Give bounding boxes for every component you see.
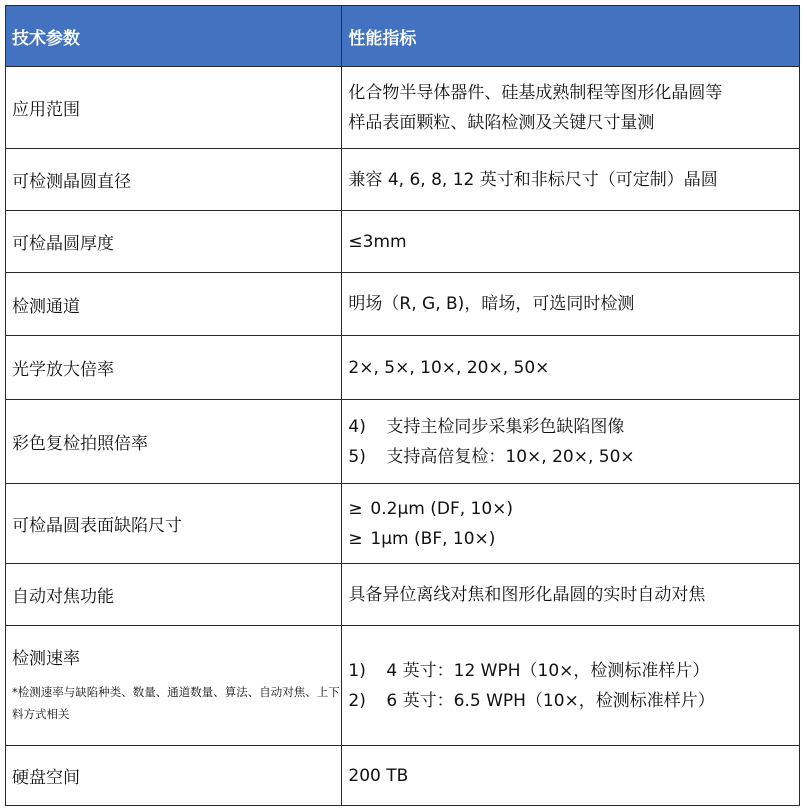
value-wafer-diameter: 兼容 4, 6, 8, 12 英寸和非标尺寸（可定制）晶圆 (342, 149, 800, 211)
item-number: 1) (348, 660, 366, 681)
value-disk-space: 200 TB (342, 746, 800, 806)
item-text: 支持主检同步采集彩色缺陷图像 (386, 416, 625, 437)
param-optical-magnification: 光学放大倍率 (6, 336, 342, 400)
list-item (348, 656, 799, 686)
table-row (6, 149, 800, 211)
table-row (6, 273, 800, 336)
value-wafer-thickness: ≤3mm (342, 211, 800, 273)
header-param: 技术参数 (6, 6, 342, 67)
table-row (6, 400, 800, 484)
item-text: 6 英寸：6.5 WPH（10×，检测标准样片） (386, 690, 715, 711)
param-detection-channel: 检测通道 (6, 273, 342, 336)
item-number: 5) (348, 446, 366, 467)
param-detection-rate (6, 626, 342, 746)
item-text: 1μm (BF, 10×) (370, 528, 496, 549)
value-autofocus: 具备异位离线对焦和图形化晶圆的实时自动对焦 (342, 564, 800, 626)
header-value: 性能指标 (342, 6, 800, 67)
item-text: 0.2μm (DF, 10×) (370, 498, 514, 519)
item-number: 4) (348, 416, 366, 437)
value-color-review-magnification (342, 400, 800, 484)
value-detection-rate (342, 626, 800, 746)
value-detection-channel: 明场（R, G, B)，暗场，可选同时检测 (342, 273, 800, 336)
param-wafer-thickness: 可检晶圆厚度 (6, 211, 342, 273)
param-defect-size: 可检晶圆表面缺陷尺寸 (6, 484, 342, 564)
table-row (6, 336, 800, 400)
param-detection-rate-label: 检测速率 (12, 648, 80, 669)
table-row (6, 626, 800, 746)
item-text: 支持高倍复检：10×, 20×, 50× (386, 446, 635, 467)
param-wafer-diameter: 可检测晶圆直径 (6, 149, 342, 211)
table-row (6, 746, 800, 806)
table-row (6, 564, 800, 626)
item-number: 2) (348, 690, 366, 711)
param-color-review-magnification: 彩色复检拍照倍率 (6, 400, 342, 484)
ge-symbol: ≥ (348, 498, 363, 519)
table-row (6, 484, 800, 564)
list-item (348, 442, 799, 472)
ge-symbol: ≥ (348, 528, 363, 549)
list-item (348, 494, 799, 524)
list-item (348, 686, 799, 716)
value-application-scope (342, 67, 800, 149)
list-item (348, 412, 799, 442)
value-defect-size (342, 484, 800, 564)
value-line: 样品表面颗粒、缺陷检测及关键尺寸量测 (348, 112, 655, 133)
item-text: 4 英寸：12 WPH（10×，检测标准样片） (386, 660, 710, 681)
spec-table (5, 5, 800, 806)
param-disk-space: 硬盘空间 (6, 746, 342, 806)
param-application-scope: 应用范围 (6, 67, 342, 149)
value-optical-magnification: 2×, 5×, 10×, 20×, 50× (342, 336, 800, 400)
param-autofocus: 自动对焦功能 (6, 564, 342, 626)
detection-rate-note: *检测速率与缺陷种类、数量、通道数量、算法、自动对焦、上下料方式相关 (12, 684, 340, 721)
value-line: 化合物半导体器件、硅基成熟制程等图形化晶圆等 (348, 82, 723, 103)
table-row (6, 211, 800, 273)
table-row (6, 67, 800, 149)
list-item (348, 524, 799, 554)
header-row (6, 6, 800, 67)
